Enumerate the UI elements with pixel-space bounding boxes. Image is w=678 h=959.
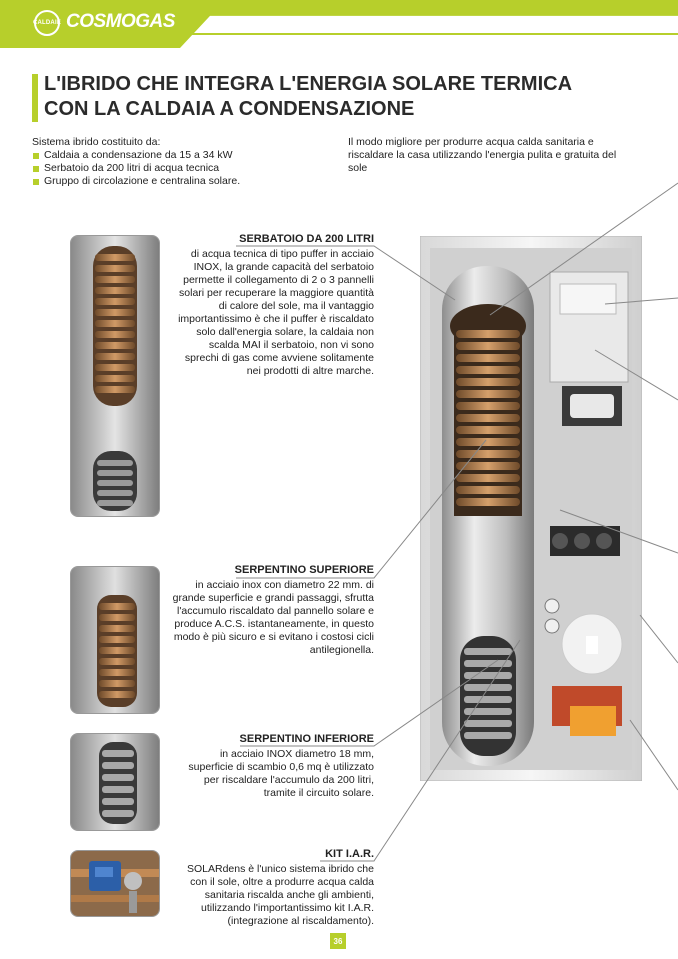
section-text: in acciaio inox con diametro 22 mm. di grande superficie e grandi passaggi, sfrutta l'accumulo riscaldato dal pannello solare e produce A.C.S. istantaneamente, in questo modo è più sicuro e si evitano i costosi cicli antilegionella.: [172, 579, 374, 656]
iar-kit-illustration: [71, 851, 159, 916]
section-serpentino-superiore: [172, 564, 374, 657]
right-intro-text: Il modo migliore per produrre acqua calda sanitaria e riscaldare la casa utilizzando l'energia pulita e gratuita del sole: [348, 136, 617, 174]
tank-coil-photo: [70, 235, 160, 517]
section-title: KIT I.A.R.: [325, 848, 374, 860]
upper-coil-illustration: [71, 567, 159, 713]
title-accent-bar: [32, 74, 38, 122]
section-text: SOLARdens è l'unico sistema ibrido che con il sole, oltre a produrre acqua calda sanitaria riscalda anche gli ambienti, utilizzando l'importantissimo kit I.A.R. (integrazione al riscaldamento).: [186, 863, 374, 927]
lower-coil-illustration: [71, 734, 159, 830]
section-text: di acqua tecnica di tipo puffer in acciaio INOX, la grande capacità del serbatoio permette il collegamento di 2 o 3 pannelli solari per recuperare la maggiore quantità di calore del sole, ma il vantaggio importantissimo è che il puffer è riscaldato solo dall'energia solare, la caldaia non scalda MAI il serbatoio, non vi sono sprechi di gas come avviene solitamente nei prodotti di altre marche.: [178, 248, 374, 377]
list-item: Caldaia a condensazione da 15 a 34 kW: [32, 149, 322, 162]
list-item: Serbatoio da 200 litri di acqua tecnica: [32, 162, 322, 175]
section-title: SERPENTINO INFERIORE: [239, 733, 374, 745]
title-line-2: CON LA CALDAIA A CONDENSAZIONE: [44, 98, 415, 120]
intro-block: [32, 136, 322, 188]
upper-coil-photo: [70, 566, 160, 714]
page-header: [0, 0, 678, 48]
section-title: SERPENTINO SUPERIORE: [234, 564, 374, 576]
seal-text: CALDAIE: [32, 20, 62, 26]
title-line-1: L'IBRIDO CHE INTEGRA L'ENERGIA SOLARE TERMICA: [44, 73, 573, 95]
lower-coil-photo: [70, 733, 160, 831]
page-title: [44, 72, 644, 122]
iar-kit-photo: [70, 850, 160, 917]
section-kit-iar: [172, 848, 374, 928]
tank-coil-illustration: [71, 236, 159, 516]
intro-bullet-list: [32, 149, 322, 188]
page-number: 36: [330, 933, 346, 949]
header-rule: [180, 33, 678, 35]
product-photo: [420, 236, 642, 781]
section-serpentino-inferiore: [178, 733, 374, 800]
section-text: in acciaio INOX diametro 18 mm, superficie di scambio 0,6 mq è utilizzato per riscaldare l'accumulo da 200 litri, tramite il circuito solare.: [188, 748, 374, 799]
intro-heading: Sistema ibrido costituito da:: [32, 136, 161, 148]
caldaie-seal-icon: [34, 10, 60, 36]
brand-logo: COSMOGAS: [66, 11, 175, 32]
section-serbatoio: [178, 233, 374, 378]
section-title: SERBATOIO DA 200 LITRI: [239, 233, 374, 245]
solardens-cutaway-illustration: [420, 236, 642, 781]
list-item: Gruppo di circolazione e centralina solare.: [32, 175, 322, 188]
